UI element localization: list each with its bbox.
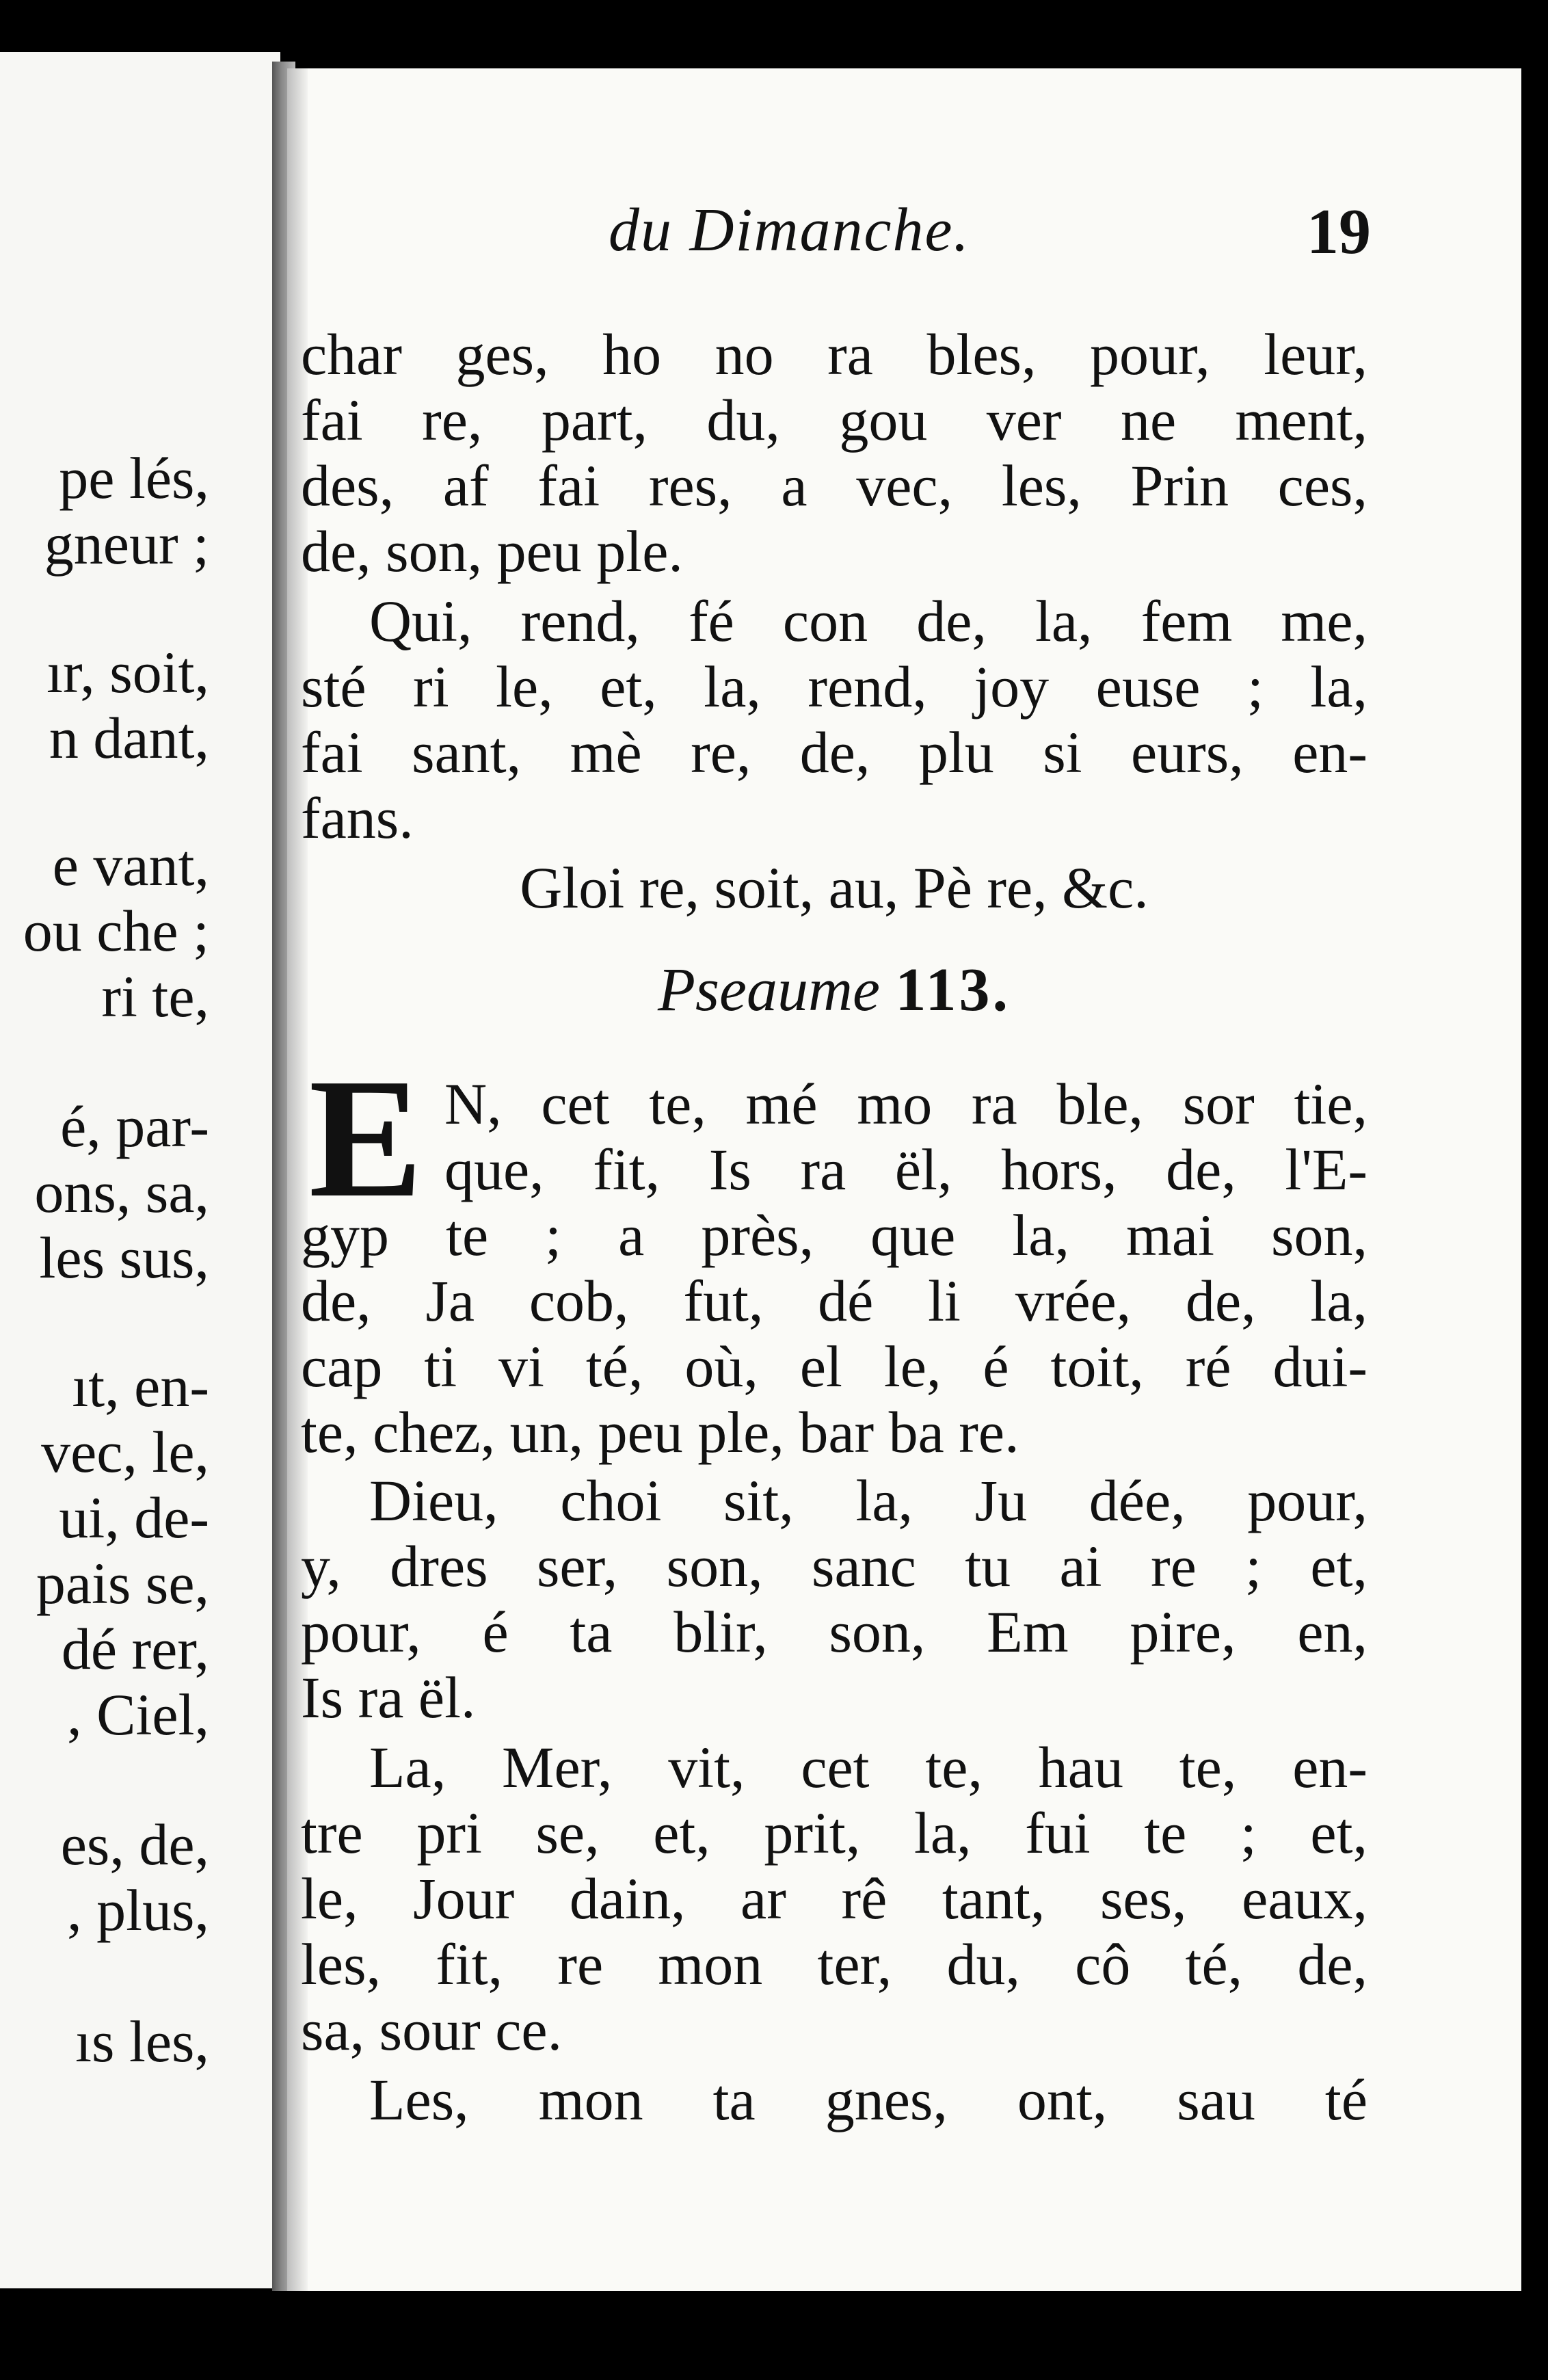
text-line: N, cet te, mé mo ra ble, sor tie, (444, 1071, 1367, 1137)
text-line: fai re, part, du, gou ver ne ment, (301, 387, 1367, 453)
left-line: ons, sa, (34, 1159, 209, 1225)
left-line: ıs les, (75, 2009, 209, 2074)
psalm-heading (301, 957, 1367, 1023)
left-line: ır, soit, (46, 639, 209, 705)
text-line: fans. (301, 785, 414, 851)
text-line: Is ra ël. (301, 1665, 476, 1730)
text-line: y, dres ser, son, sanc tu ai re ; et, (301, 1533, 1367, 1599)
text-line: le, Jour dain, ar rê tant, ses, eaux, (301, 1866, 1367, 1931)
left-line: dé rer, (61, 1616, 209, 1682)
left-line: pe lés, (59, 445, 209, 511)
text-line: cap ti vi té, où, el le, é toit, ré dui- (301, 1334, 1367, 1399)
text-line: que, fit, Is ra ël, hors, de, l'E- (444, 1137, 1367, 1202)
doxology: Gloi re, soit, au, Pè re, &c. (520, 855, 1149, 921)
text-line: des, af fai res, a vec, les, Prin ces, (301, 453, 1367, 518)
page-number: 19 (1307, 196, 1371, 267)
text-line: les, fit, re mon ter, du, cô té, de, (301, 1931, 1367, 1997)
left-line: e vant, (52, 832, 209, 898)
page-right (287, 68, 1521, 2291)
left-line: ıt, en- (72, 1353, 209, 1419)
text-line: La, Mer, vit, cet te, hau te, en- (369, 1734, 1367, 1800)
left-line: n dant, (49, 705, 209, 771)
text-line: char ges, ho no ra bles, pour, leur, (301, 321, 1367, 387)
left-line: , Ciel, (67, 1682, 209, 1747)
text-line: sa, sour ce. (301, 1997, 563, 2063)
left-line: ui, de- (59, 1485, 209, 1550)
text-line: Dieu, choi sit, la, Ju dée, pour, (369, 1468, 1367, 1533)
running-title: du Dimanche. (609, 196, 970, 264)
text-line: te, chez, un, peu ple, bar ba re. (301, 1399, 1019, 1465)
left-line: ou che ; (23, 898, 209, 964)
left-line: é, par- (60, 1094, 209, 1159)
text-line: de, Ja cob, fut, dé li vrée, de, la, (301, 1268, 1367, 1334)
text-line: de, son, peu ple. (301, 518, 683, 584)
text-line: pour, é ta blir, son, Em pire, en, (301, 1599, 1367, 1665)
drop-cap: E (308, 1074, 423, 1204)
left-line: vec, le, (41, 1419, 209, 1485)
left-line: gneur ; (44, 511, 209, 577)
facing-page-left (0, 52, 280, 2288)
text-line: tre pri se, et, prit, la, fui te ; et, (301, 1800, 1367, 1866)
left-line: es, de, (60, 1812, 209, 1877)
text-line: Les, mon ta gnes, ont, sau té (369, 2067, 1367, 2132)
text-line: gyp te ; a près, que la, mai son, (301, 1202, 1367, 1268)
text-line: fai sant, mè re, de, plu si eurs, en- (301, 719, 1367, 785)
left-line: , plus, (67, 1877, 209, 1943)
psalm-label: Pseaume (658, 956, 880, 1024)
left-line: les sus, (39, 1225, 209, 1291)
psalm-number: 113. (895, 956, 1011, 1024)
text-line: sté ri le, et, la, rend, joy euse ; la, (301, 654, 1367, 719)
running-header (287, 195, 1521, 270)
left-line: ri te, (101, 964, 209, 1029)
left-line: pais se, (36, 1550, 209, 1616)
text-line: Qui, rend, fé con de, la, fem me, (369, 588, 1367, 654)
